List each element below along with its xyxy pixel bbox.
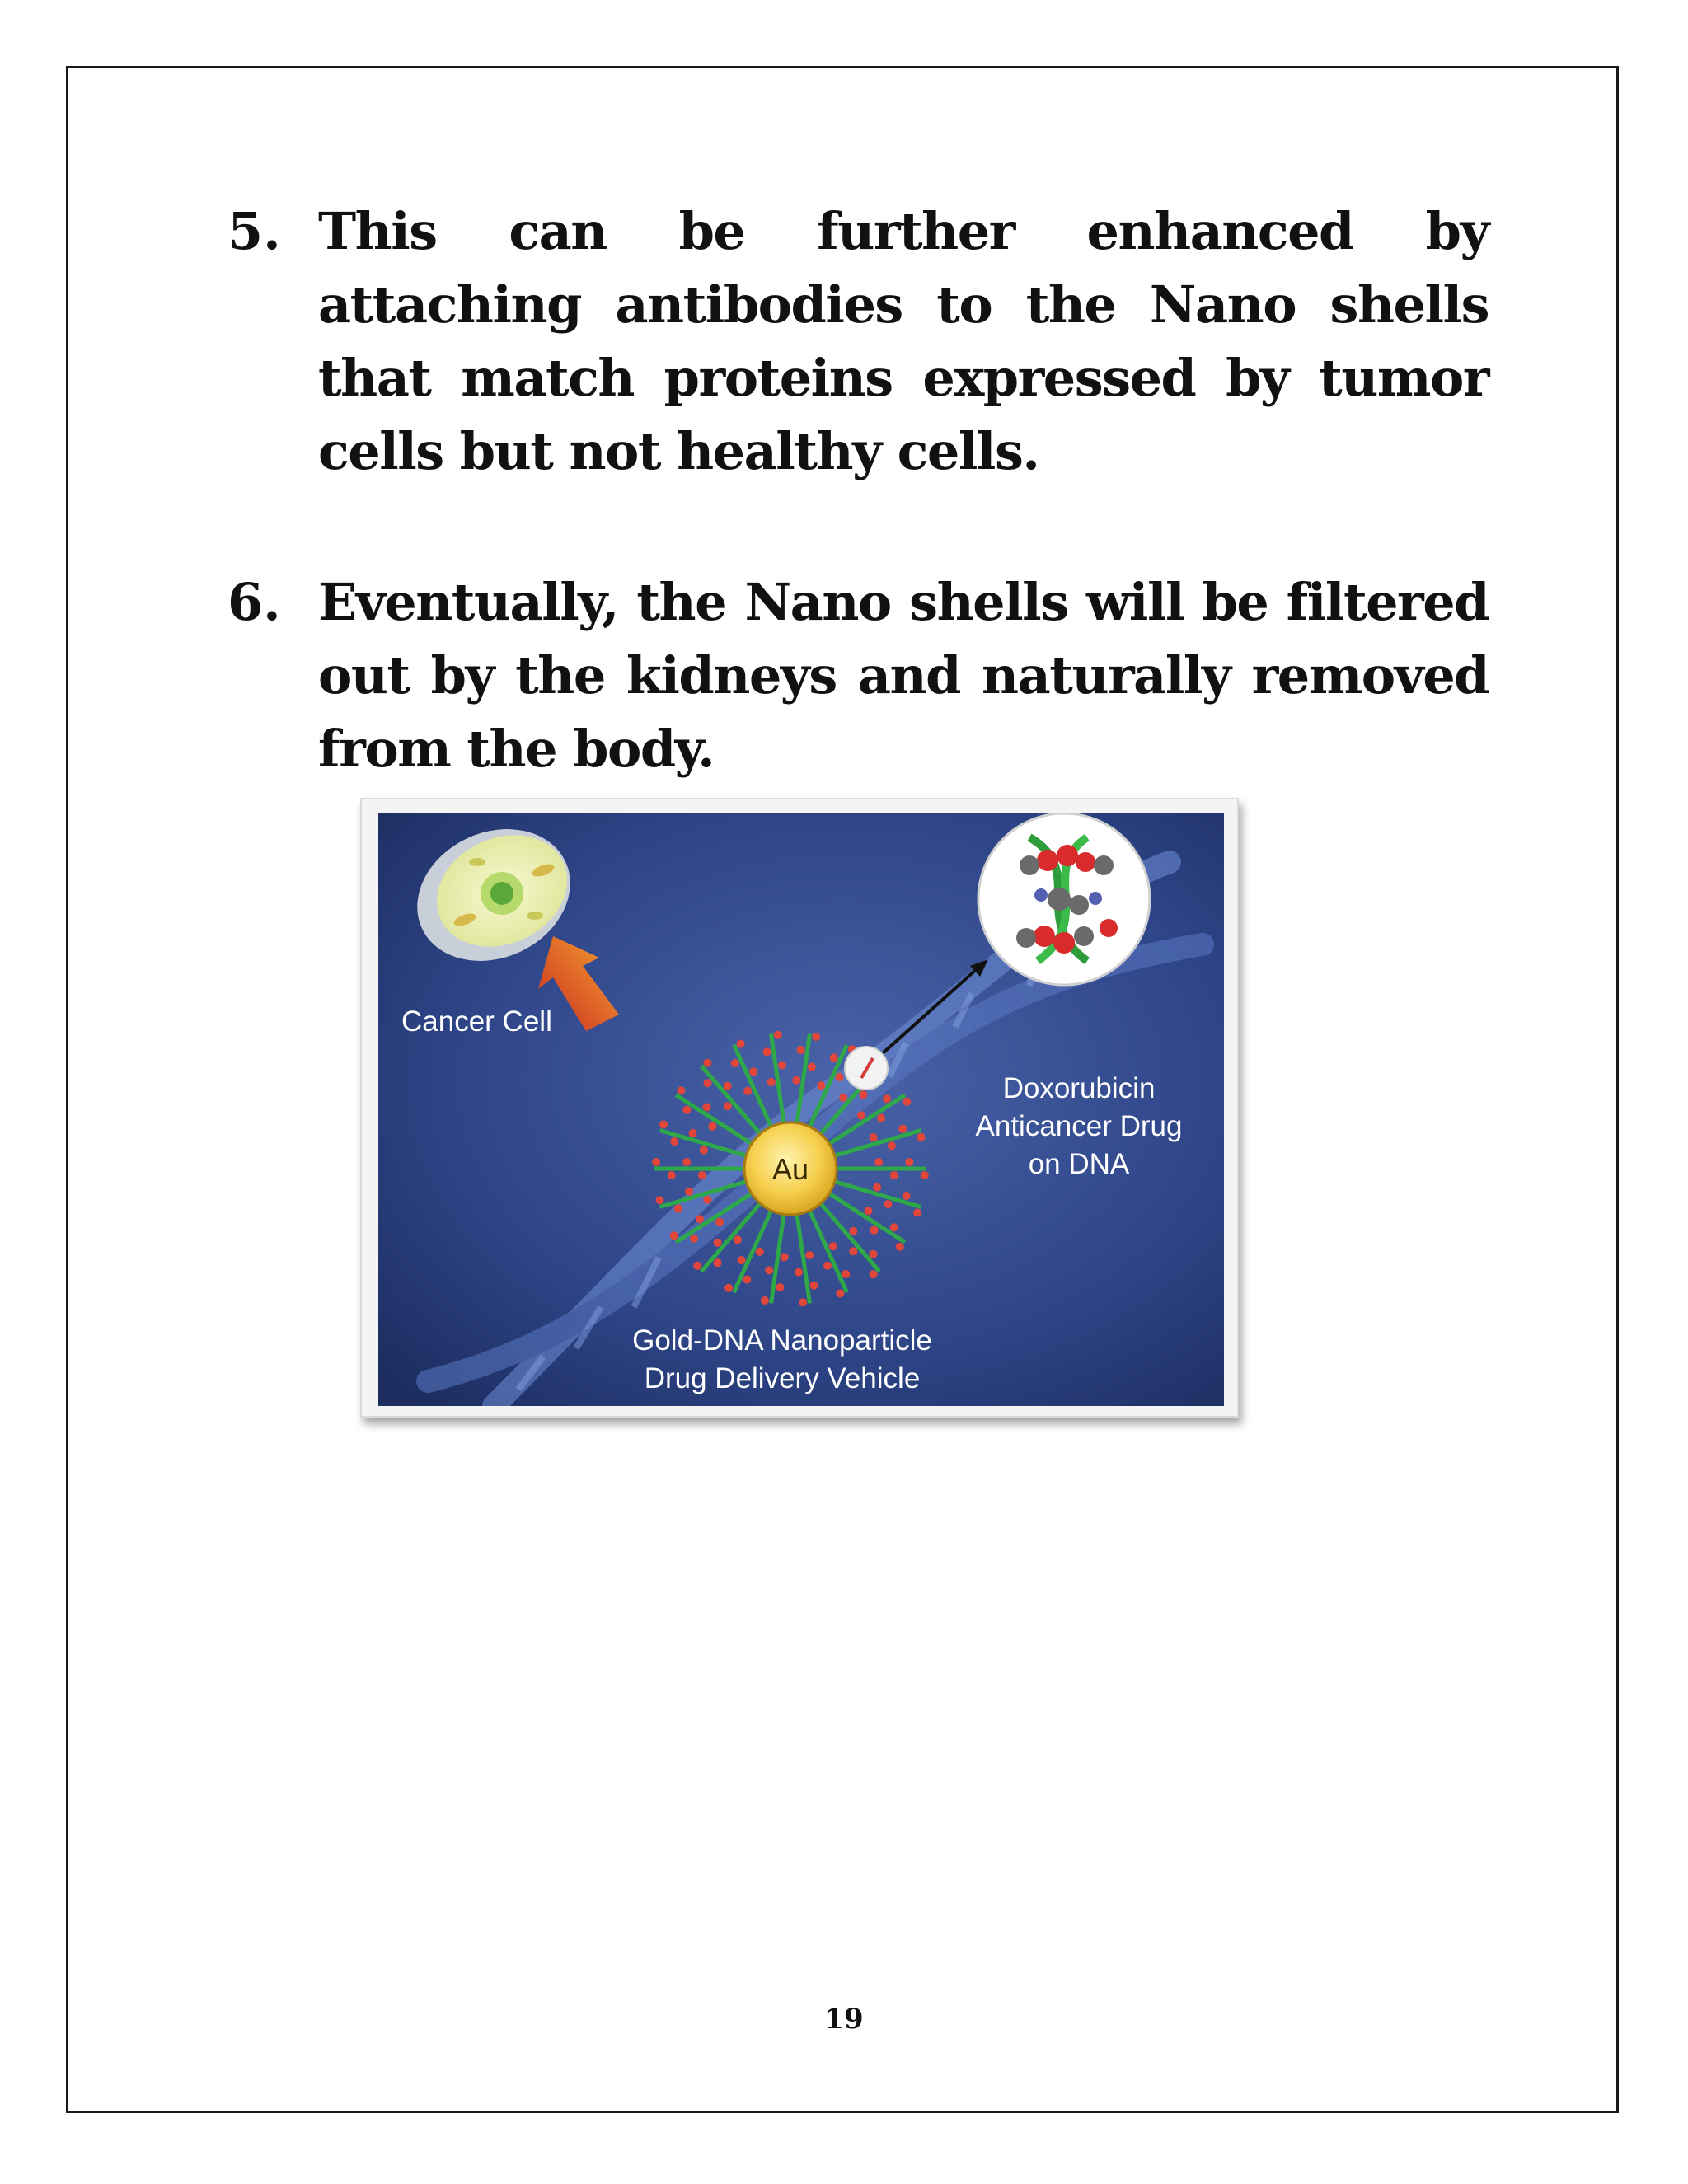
list-item-text: Eventually, the Nano shells will be filtered out by the kidneys and naturally removed from the body.: [318, 572, 1489, 779]
drug-molecule-dot: [743, 1087, 752, 1095]
drug-molecule-dot: [652, 1158, 660, 1166]
drug-molecule-dot: [874, 1158, 883, 1166]
drug-molecule-dot: [799, 1298, 807, 1306]
list-item-number: 6.: [227, 572, 281, 632]
drug-molecule-dot: [698, 1171, 706, 1179]
drug-molecule-dot: [849, 1227, 857, 1235]
drug-molecule-dot: [839, 1094, 847, 1102]
list-item-number: 5.: [227, 201, 281, 261]
nanoparticle-figure: [360, 798, 1239, 1418]
drug-molecule-dot: [703, 1103, 711, 1111]
drug-molecule-dot: [808, 1063, 816, 1071]
drug-label-line3: on DNA: [1028, 1148, 1130, 1180]
drug-molecule-dot: [714, 1258, 722, 1267]
drug-molecule-dot: [859, 1090, 867, 1099]
drug-molecule-dot: [659, 1120, 668, 1128]
drug-molecule-dot: [674, 1204, 682, 1212]
drug-molecule-dot: [890, 1171, 898, 1179]
drug-molecule-dot: [749, 1067, 757, 1076]
drug-molecule-dot: [682, 1106, 691, 1114]
drug-molecule-dot: [703, 1079, 711, 1087]
drug-molecule-dot: [708, 1122, 716, 1131]
drug-molecule-dot: [792, 1076, 800, 1085]
drug-molecule-dot: [731, 1059, 739, 1067]
drug-molecule-dot: [737, 1040, 745, 1048]
drug-molecule-dot: [795, 1268, 803, 1277]
drug-molecule-dot: [767, 1078, 776, 1086]
drug-molecule-dot: [842, 1270, 850, 1278]
drug-molecule-dot: [829, 1242, 837, 1250]
drug-molecule-dot: [921, 1171, 929, 1179]
drug-molecule-dot: [700, 1146, 708, 1154]
drug-molecule-dot: [873, 1183, 881, 1192]
drug-molecule-dot: [763, 1047, 771, 1056]
drug-molecule-dot: [776, 1283, 784, 1291]
vehicle-label-line2: Drug Delivery Vehicle: [644, 1362, 921, 1394]
cancer-cell-label: Cancer Cell: [401, 1005, 552, 1038]
drug-molecule-dot: [913, 1209, 921, 1217]
drug-molecule-dot: [884, 1200, 892, 1208]
drug-molecule-dot: [734, 1235, 742, 1244]
drug-molecule-dot: [724, 1284, 733, 1292]
drug-molecule-dot: [703, 1196, 711, 1204]
drug-molecule-dot: [797, 1046, 805, 1054]
drug-molecule-dot: [883, 1094, 891, 1103]
nanoparticle-illustration: [378, 813, 1224, 1406]
drug-molecule-dot: [903, 1098, 911, 1106]
vehicle-label-line1: Gold-DNA Nanoparticle: [632, 1324, 932, 1357]
drug-label-line1: Doxorubicin: [1002, 1072, 1156, 1104]
page-number: 19: [824, 2003, 864, 2036]
drug-molecule-dot: [778, 1061, 786, 1069]
drug-molecule-dot: [724, 1082, 732, 1090]
drug-molecule-dot: [670, 1137, 678, 1146]
drug-molecule-dot: [682, 1158, 691, 1166]
drug-molecule-dot: [865, 1207, 873, 1215]
drug-molecule-dot: [905, 1158, 913, 1166]
drug-molecule-dot: [737, 1256, 745, 1264]
drug-molecule-dot: [765, 1266, 773, 1274]
list-item-text: This can be further enhanced by attaching antibodies to the Nano shells that match proteins expressed by tumor cells but not healthy cells.: [318, 201, 1489, 481]
drug-molecule-dot: [830, 1053, 838, 1062]
drug-molecule-dot: [809, 1282, 818, 1290]
drug-molecule-dot: [774, 1031, 782, 1039]
drug-molecule-dot: [689, 1129, 697, 1137]
drug-molecule-dot: [836, 1073, 844, 1081]
drug-molecule-dot: [696, 1215, 704, 1223]
drug-molecule-dot: [903, 1192, 911, 1200]
drug-molecule-dot: [756, 1248, 764, 1256]
drug-molecule-dot: [917, 1133, 925, 1141]
drug-molecule-dot: [888, 1141, 896, 1150]
drug-molecule-dot: [836, 1289, 844, 1297]
drug-label-line2: Anticancer Drug: [975, 1110, 1183, 1142]
drug-molecule-dot: [715, 1218, 724, 1226]
drug-molecule-dot: [761, 1296, 769, 1305]
drug-molecule-dot: [693, 1262, 701, 1270]
doxorubicin-zoom-icon: [978, 813, 1150, 985]
drug-molecule-dot: [668, 1171, 676, 1179]
drug-molecule-dot: [823, 1262, 832, 1270]
drug-molecule-dot: [685, 1188, 693, 1196]
drug-molecule-dot: [870, 1250, 878, 1258]
drug-molecule-dot: [677, 1086, 685, 1094]
drug-molecule-dot: [812, 1033, 820, 1041]
drug-molecule-dot: [781, 1253, 789, 1261]
drug-molecule-dot: [743, 1276, 751, 1284]
drug-molecule-dot: [877, 1114, 885, 1122]
drug-molecule-dot: [714, 1239, 722, 1247]
drug-molecule-dot: [896, 1243, 904, 1251]
gold-symbol: Au: [771, 1152, 809, 1186]
drug-molecule-dot: [857, 1111, 865, 1119]
drug-molecule-dot: [670, 1231, 678, 1240]
drug-molecule-dot: [724, 1102, 732, 1110]
drug-molecule-dot: [870, 1133, 878, 1141]
drug-molecule-dot: [849, 1247, 857, 1255]
drug-molecule-dot: [805, 1251, 814, 1259]
drug-molecule-dot: [870, 1270, 878, 1278]
drug-molecule-dot: [690, 1235, 698, 1243]
drug-molecule-dot: [703, 1059, 711, 1067]
drug-molecule-dot: [870, 1226, 878, 1235]
drug-molecule-dot: [817, 1081, 825, 1090]
drug-molecule-dot: [898, 1125, 907, 1133]
drug-molecule-dot: [656, 1196, 664, 1204]
drug-molecule-dot: [890, 1223, 898, 1231]
